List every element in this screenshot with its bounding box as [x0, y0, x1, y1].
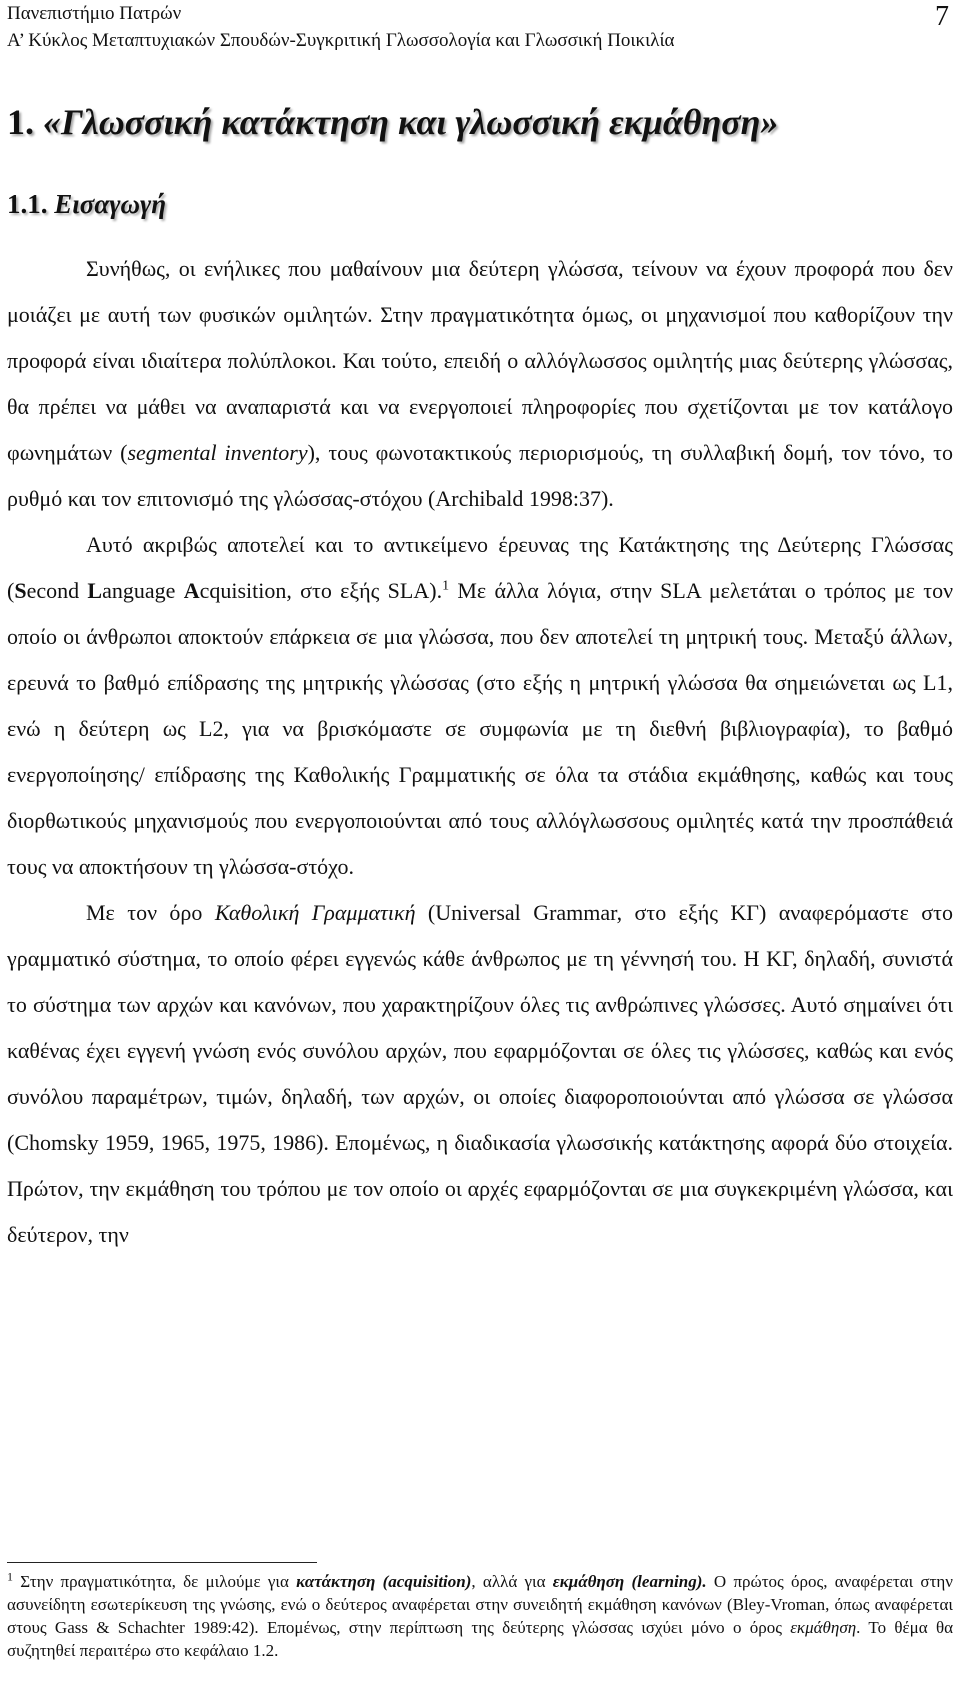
page-header [7, 0, 953, 60]
footnote-text-a: Στην πραγματικότητα, δε μιλούμε για [13, 1572, 297, 1591]
chapter-title-text: «Γλωσσική κατάκτηση και γλωσσική εκμάθηση» [43, 102, 779, 142]
p3-text-a: Με τον όρο [86, 900, 215, 925]
chapter-title [7, 100, 778, 144]
paragraph-3 [7, 890, 953, 1258]
section-number: 1.1. [7, 189, 48, 219]
chapter-number: 1. [7, 102, 34, 142]
p2-text-a: Αυτό ακριβώς αποτελεί και το αντικείμενο έρευνας της Κατάκτησης της Δεύτερης Γλώσσας ( [7, 532, 953, 603]
p2-text-s-rest: econd [26, 578, 88, 603]
paragraph-2 [7, 522, 953, 890]
p2-bold-s: S [14, 578, 27, 603]
p2-text-b: Με άλλα λόγια, στην SLA μελετάται ο τρόπος με τον οποίο οι άνθρωποι αποκτούν επάρκεια σε μια γλώσσα, που δεν αποτελεί τη μητρική τους. Μεταξύ άλλων, ερευνά το βαθμό επίδρασης της μητρικής γλώσσας (στο εξής η μητρική γλώσσα θα σημειώνεται ως L1, ενώ η δεύτερη ως L2, για να βρισκόμαστε σε συμφωνία με τη διεθνή βιβλιογραφία), το βαθμό ενεργοποίησης/ επίδρασης της Καθολικής Γραμματικής σε όλα τα στάδια εκμάθησης, καθώς και τους διορθωτικούς μηχανισμούς που ενεργοποιούνται από τους αλλόγλωσσους ομιλητές κατά την προσπάθειά τους να αποκτήσουν τη γλώσσα-στόχο. [7, 578, 954, 879]
p2-bold-l: L [87, 578, 103, 603]
footnote-text-c: Ο πρώτος όρος, αναφέρεται στην ασυνείδητη εσωτερίκευση της γνώσης, ενώ ο δεύτερος αναφέρεται στην συνειδητή εκμάθηση κανόνων (Bley-Vroman, όπως αναφέρεται στους Gass & Schachter 1989:42). Επομένως, στην περίπτωση της δεύτερης γλώσσας ισχύει μόνο ο όρος [7, 1572, 953, 1637]
footnote-1 [7, 1570, 953, 1662]
footnote-marker: 1 [7, 1569, 13, 1584]
footnote-text-d: . Το θέμα θα συζητηθεί περαιτέρω στο κεφάλαιο 1.2. [7, 1618, 953, 1660]
p1-text-b: ), τους φωνοτακτικούς περιορισμούς, τη συλλαβική δομή, τον τόνο, το ρυθμό και τον επιτονισμό της γλώσσας-στόχου (Archibald 1998:37). [7, 440, 953, 511]
section-title [7, 187, 166, 221]
p2-bold-a: A [183, 578, 200, 603]
p1-text-a: Συνήθως, οι ενήλικες που μαθαίνουν μια δεύτερη γλώσσα, τείνουν να έχουν προφορά που δεν μοιάζει με αυτή των φυσικών ομιλητών. Στην πραγματικότητα όμως, οι μηχανισμοί που καθορίζουν την προφορά είναι ιδιαίτερα πολύπλοκοι. Και τούτο, επειδή ο αλλόγλωσσος ομιλητής μιας δεύτερης γλώσσας, θα πρέπει να μάθει να αναπαριστά και να ενεργοποιεί πληροφορίες που σχετίζονται με τον κατάλογο φωνημάτων ( [7, 256, 953, 465]
section-title-text: Εισαγωγή [54, 189, 167, 219]
p2-text-a-rest: cquisition, στο εξής SLA). [199, 578, 443, 603]
footnote-term-acquisition: κατάκτηση (acquisition) [296, 1572, 472, 1591]
header-program: Α’ Κύκλος Μεταπτυχιακών Σπουδών-Συγκριτική Γλωσσολογία και Γλωσσική Ποικιλία [7, 30, 675, 51]
footnote-term-ekmathisi: εκμάθηση [790, 1618, 857, 1637]
footnote-text-b: , αλλά για [471, 1572, 553, 1591]
p3-term: Καθολική Γραμματική [214, 900, 416, 925]
footnote-ref[interactable]: 1 [442, 578, 450, 594]
footnote-separator [7, 1562, 317, 1563]
paragraph-1 [7, 246, 953, 522]
page-number: 7 [935, 1, 949, 32]
header-university: Πανεπιστήμιο Πατρών [7, 3, 182, 24]
body-text [7, 246, 953, 1258]
footnote-term-learning: εκμάθηση (learning). [552, 1572, 707, 1591]
p1-term: segmental inventory [127, 440, 308, 465]
p2-text-l-rest: anguage [102, 578, 184, 603]
p3-text-b: (Universal Grammar, στο εξής ΚΓ) αναφερόμαστε στο γραμματικό σύστημα, το οποίο φέρει εγγενώς κάθε άνθρωπος με τη γέννησή του. Η ΚΓ, δηλαδή, συνιστά το σύστημα των αρχών και κανόνων, που χαρακτηρίζουν όλες τις ανθρώπινες γλώσσες. Αυτό σημαίνει ότι καθένας έχει εγγενή γνώση ενός συνόλου αρχών, που εφαρμόζονται σε όλες τις γλώσσες, καθώς και ενός συνόλου παραμέτρων, τιμών, δηλαδή, των αρχών, οι οποίες διαφοροποιούνται από γλώσσα σε γλώσσα (Chomsky 1959, 1965, 1975, 1986). Επομένως, η διαδικασία γλωσσικής κατάκτησης αφορά δύο στοιχεία. Πρώτον, την εκμάθηση του τρόπου με τον οποίο οι αρχές εφαρμόζονται σε μια συγκεκριμένη γλώσσα, και δεύτερον, την [7, 900, 953, 1247]
